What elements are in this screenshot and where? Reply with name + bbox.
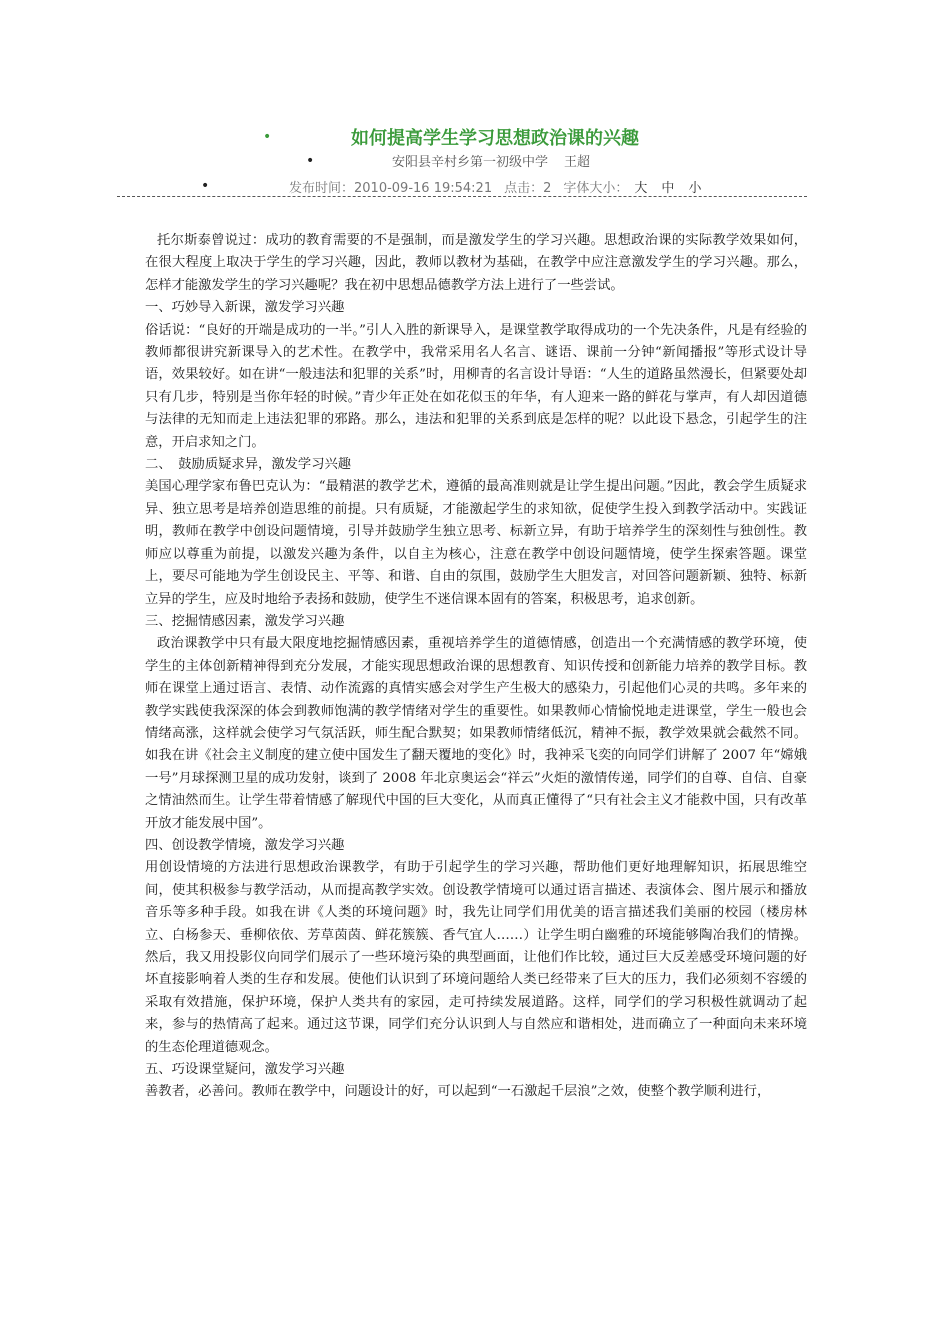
author-name: 王超 — [564, 155, 591, 170]
paragraph: 俗话说：“良好的开端是成功的一半。”引人入胜的新课导入，是课堂教学取得成功的一个先决条件，凡是有经验的教师都很讲究新课导入的艺术性。在教学中，我常采用名人名言、谜语、课前一分钟“新闻播报”等形式设计导语，效果较好。如在讲“一般违法和犯罪的关系”时，用柳青的名言设计导语：“人生的道路虽然漫长，但紧要处却只有几步，特别是当你年轻的时候。”青少年正处在如花似玉的年华，有人迎来一路的鲜花与掌声，有人却因道德与法律的无知而走上违法犯罪的邪路。那么，违法和犯罪的关系到底是怎样的呢？以此设下悬念，引起学生的注意，开启求知之门。 — [145, 322, 807, 450]
font-size-medium-link[interactable]: 中 — [661, 181, 675, 196]
section-heading: 一、巧妙导入新课，激发学习兴趣 — [145, 300, 345, 316]
font-size-large-link[interactable]: 大 — [634, 181, 648, 196]
paragraph: 善教者，必善问。教师在教学中，问题设计的好，可以起到“一石激起千层浪”之效，使整个教学顺利进行， — [145, 1084, 771, 1100]
paragraph: 托尔斯泰曾说过：成功的教育需要的不是强制，而是激发学生的学习兴趣。思想政治课的实际教学效果如何，在很大程度上取决于学生的学习兴趣，因此，教师以教材为基础，在教学中应注意激发学生的学习兴趣。那么，怎样才能激发学生的学习兴趣呢？我在初中思想品德教学方法上进行了一些尝试。 — [145, 233, 807, 293]
section-heading: 二、 鼓励质疑求异，激发学习兴趣 — [145, 457, 352, 473]
bullet-icon: • — [263, 129, 272, 145]
section-heading: 五、巧设课堂疑问，激发学习兴趣 — [145, 1062, 345, 1078]
divider — [117, 196, 807, 197]
clicks-label: 点击： — [504, 181, 544, 196]
section-heading: 三、挖掘情感因素，激发学习兴趣 — [145, 613, 345, 629]
author-line — [392, 151, 590, 170]
font-size-label: 字体大小： — [563, 181, 629, 196]
font-size-small-link[interactable]: 小 — [688, 181, 702, 196]
article-meta — [289, 177, 701, 196]
article-title: 如何提高学生学习思想政治课的兴趣 — [351, 128, 639, 149]
click-count: 2 — [543, 181, 552, 196]
article-body — [145, 230, 807, 1104]
bullet-icon: • — [306, 153, 315, 169]
bullet-icon: • — [201, 178, 210, 194]
paragraph: 美国心理学家布鲁巴克认为：“最精湛的教学艺术，遵循的最高准则就是让学生提出问题。”因此，教会学生质疑求异、独立思考是培养创造思维的前提。只有质疑，才能激起学生的求知欲，促使学生投入到教学活动中。实践证明，教师在教学中创设问题情境，引导并鼓励学生独立思考、标新立异，有助于培养学生的深刻性与独创性。教师应以尊重为前提，以激发兴趣为条件，以自主为核心，注意在教学中创设问题情境，使学生探索答题。课堂上，要尽可能地为学生创设民主、平等、和谐、自由的氛围，鼓励学生大胆发言，对回答问题新颖、独特、标新立异的学生，应及时地给予表扬和鼓励，使学生不迷信课本固有的答案，积极思考，追求创新。 — [145, 479, 807, 607]
publish-time: 2010-09-16 19:54:21 — [354, 181, 493, 196]
section-heading: 四、创设教学情境，激发学习兴趣 — [145, 837, 345, 853]
school-name: 安阳县辛村乡第一初级中学 — [392, 155, 549, 170]
publish-label: 发布时间： — [289, 181, 355, 196]
paragraph: 政治课教学中只有最大限度地挖掘情感因素，重视培养学生的道德情感，创造出一个充满情感的教学环境，使学生的主体创新精神得到充分发展，才能实现思想政治课的思想教育、知识传授和创新能力培养的教学目标。教师在课堂上通过语言、表情、动作流露的真情实感会对学生产生极大的感染力，引起他们心灵的共鸣。多年来的教学实践使我深深的体会到教师饱满的教学情绪对学生的重要性。如果教师心情愉悦地走进课堂，学生一般也会情绪高涨，这样就会使学习气氛活跃，师生配合默契；如果教师情绪低沉，精神不振，教学效果就会截然不同。如我在讲《社会主义制度的建立使中国发生了翻天覆地的变化》时，我神采飞奕的向同学们讲解了 2007 年“嫦娥一号”月球探测卫星的成功发射，谈到了 2008 年北京奥运会“祥云”火炬的激情传递，同学们的自尊、自信、自豪之情油然而生。让学生带着情感了解现代中国的巨大变化，从而真正懂得了“只有社会主义才能救中国，只有改革开放才能发展中国”。 — [145, 636, 807, 831]
paragraph: 用创设情境的方法进行思想政治课教学，有助于引起学生的学习兴趣，帮助他们更好地理解知识，拓展思维空间，使其积极参与教学活动，从而提高教学实效。创设教学情境可以通过语言描述、表演体会、图片展示和播放音乐等多种手段。如我在讲《人类的环境问题》时，我先让同学们用优美的语言描述我们美丽的校园（楼房林立、白杨参天、垂柳依依、芳草茵茵、鲜花簇簇、香气宜人……）让学生明白幽雅的环境能够陶冶我们的情操。然后，我又用投影仪向同学们展示了一些环境污染的典型画面，让他们作比较，通过巨大反差感受环境问题的好坏直接影响着人类的生存和发展。使他们认识到了环境问题给人类已经带来了巨大的压力，我们必须刻不容缓的采取有效措施，保护环境，保护人类共有的家园，走可持续发展道路。这样，同学们的学习积极性就调动了起来，参与的热情高了起来。通过这节课，同学们充分认识到人与自然应和谐相处，进而确立了一种面向未来环境的生态伦理道德观念。 — [145, 860, 807, 1055]
